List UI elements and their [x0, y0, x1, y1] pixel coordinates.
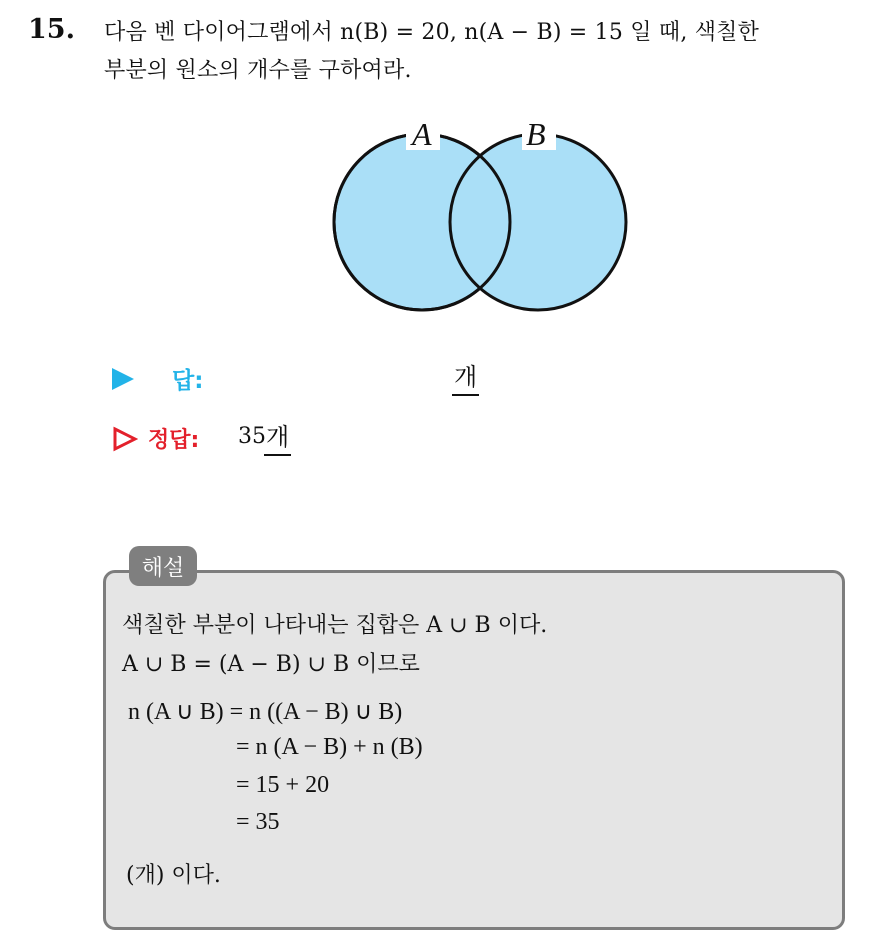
solution-line-4: = n (A − B) + n (B)	[236, 734, 423, 760]
solution-line-6: = 35	[236, 809, 280, 835]
solution-line-3: n (A ∪ B) = n ((A − B) ∪ B)	[128, 699, 403, 725]
venn-diagram	[300, 110, 660, 325]
solution-line-1: 색칠한 부분이 나타내는 집합은 A ∪ B 이다.	[122, 613, 548, 638]
answer-label: 답:	[172, 368, 204, 394]
outline-arrow-icon	[112, 426, 138, 452]
correct-answer-unit: 개	[264, 420, 291, 456]
question-number: 15.	[28, 14, 75, 45]
set-a-label: A	[412, 116, 432, 152]
question-text-line-1: 다음 벤 다이어그램에서 n(B) = 20, n(A − B) = 15 일 때, 색칠한	[104, 20, 760, 45]
solution-tab: 해설	[129, 546, 197, 586]
play-arrow-icon	[112, 368, 134, 390]
solution-line-5: = 15 + 20	[236, 772, 330, 798]
correct-answer-label: 정답:	[148, 428, 200, 453]
solution-line-2: A ∪ B = (A − B) ∪ B 이므로	[122, 652, 420, 677]
set-b-label: B	[526, 116, 546, 152]
correct-answer-value: 35	[238, 424, 266, 449]
answer-unit: 개	[452, 360, 479, 396]
question-text-line-2: 부분의 원소의 개수를 구하여라.	[104, 58, 412, 83]
set-b-circle	[450, 134, 626, 310]
solution-line-7: (개) 이다.	[126, 863, 221, 888]
